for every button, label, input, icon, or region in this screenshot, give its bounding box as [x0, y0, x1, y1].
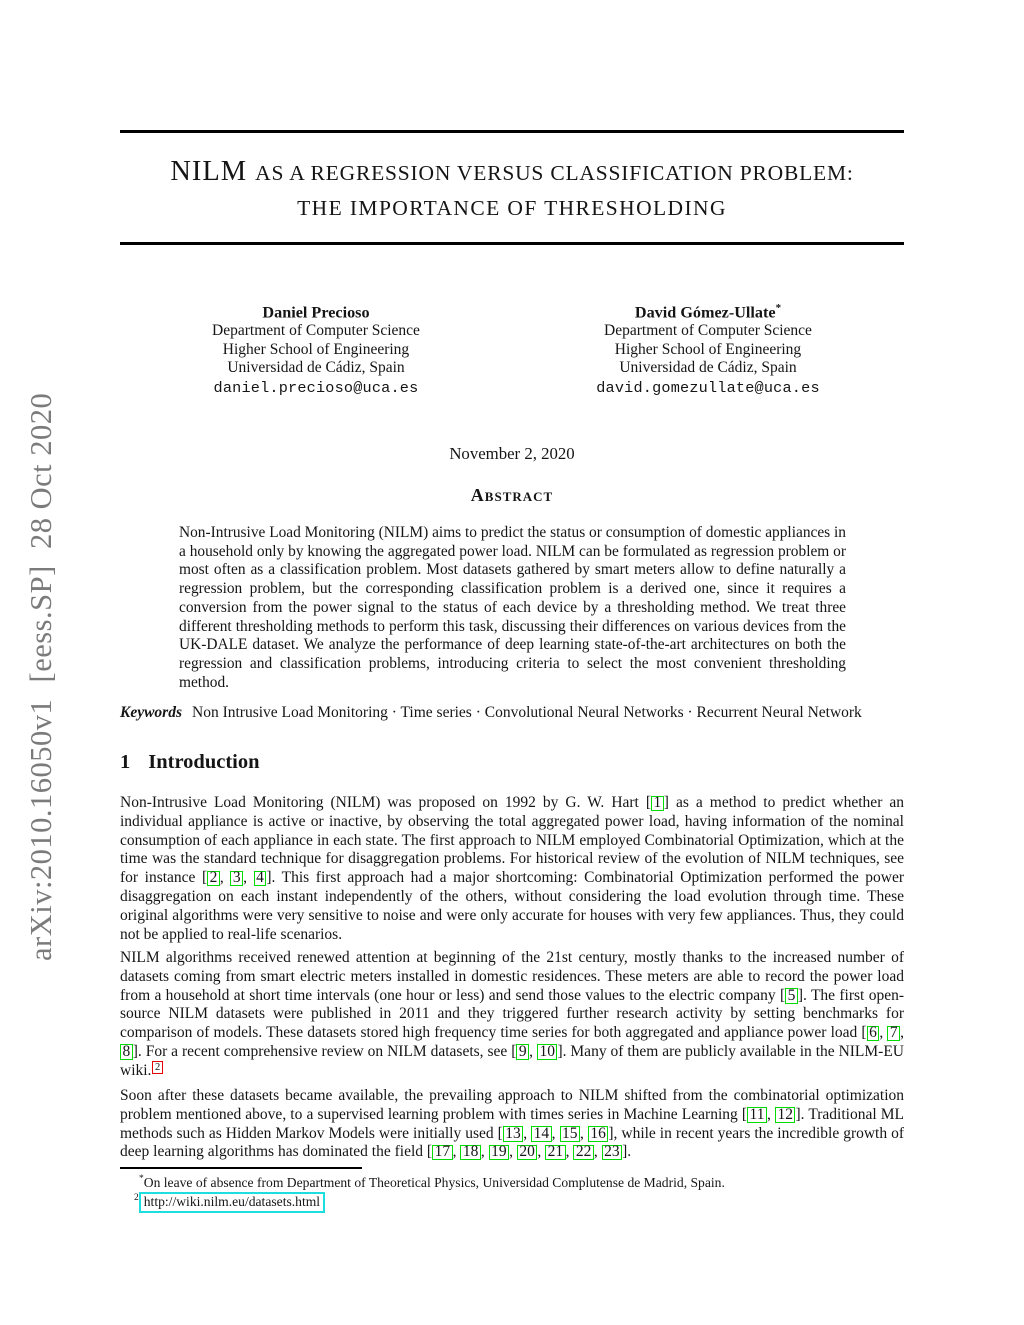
citation-link[interactable]: 3 — [230, 871, 243, 887]
author-david-gomez-ullate — [512, 299, 904, 397]
citation-link[interactable]: 19 — [489, 1145, 510, 1161]
footnote-marker: 2 — [134, 1193, 139, 1203]
author-daniel-precioso — [120, 299, 512, 397]
intro-paragraph-1: Non-Intrusive Load Monitoring (NILM) was proposed on 1992 by G. W. Hart [ 1 ] as a method to predict whether an individual appliance is active or inactive, by observing the total aggregated power load, having information of the nominal consumption of each appliance in each state. The first approach to NILM employed Combinatorial Optimization, which at the time was the standard technique for disaggregation problems. For historical review of the evolution of NILM techniques, see for instance [ 2 , 3 , 4 ]. This first approach had a major shortcoming: Combinatorial Optimization performed the power disaggregation on each instant independently of the others, without considering the load evolution through time. These original algorithms were very sensitive to noise and were only accurate for houses with very few appliances. Thus, they could not be applied to real-life scenarios. — [120, 794, 905, 943]
citation-link[interactable]: 22 — [573, 1145, 594, 1161]
citation-link[interactable]: 15 — [560, 1126, 581, 1142]
keywords-text: Non Intrusive Load Monitoring · Time series · Convolutional Neural Networks · Recurrent Neural Network — [192, 704, 862, 721]
title-line-1 — [62, 156, 962, 188]
intro-paragraph-2: NILM algorithms received renewed attention at beginning of the 21st century, mostly thanks to the increased number of datasets coming from smart electric meters installed in domestic residences. These meters are able to record the power load from a household at short time intervals (one hour or less) and send those values to the electric company [ 5 ]. The first open-source NILM datasets were published in 2011 and they triggered further research activity by setting benchmarks for comparison of models. These datasets stored high frequency time series for both aggregated and appliance power load [ 6 , 7 , 8 ]. For a recent comprehensive review on NILM datasets, see [ 9 , 10 ]. Many of them are publicly available in the NILM-EU wiki. 2 — [120, 949, 905, 1079]
citation-link[interactable]: 9 — [516, 1044, 529, 1060]
citation-link[interactable]: 12 — [775, 1107, 796, 1123]
section-title: Introduction — [148, 751, 260, 773]
abstract-heading: Abstract — [470, 485, 554, 505]
citation-link[interactable]: 4 — [254, 871, 267, 887]
author-school: Higher School of Engineering — [614, 340, 802, 358]
abstract-text: Non-Intrusive Load Monitoring (NILM) aims to predict the status or consumption of domestic appliances in a household only by knowing the aggregated power load. NILM can be formulated as regression problem or most often as a classification problem. Most datasets gathered by smart meters allow to define naturally a regression problem, but the corresponding classification problem is a derived one, since it requires a conversion from the power signal to the status of each device by a thresholding method. We treat three different thresholding methods to perform this task, discussing their differences on various devices from the UK-DALE dataset. We analyze the performance of deep learning state-of-the-art architectures on both the regression and classification problems, introducing criteria to select the most convenient thresholding method. — [179, 524, 846, 691]
section-1-heading — [120, 751, 260, 774]
author-department: Department of Computer Science — [604, 321, 812, 339]
url-link[interactable]: http://wiki.nilm.eu/datasets.html — [139, 1192, 325, 1213]
citation-link[interactable]: 20 — [517, 1145, 538, 1161]
author-affiliation-marker: * — [775, 302, 782, 314]
keywords-label: Keywords — [120, 704, 182, 721]
footnote-affiliation: *On leave of absence from Department of Theoretical Physics, Universidad Complutense de Madrid, Spain. — [139, 1174, 725, 1190]
citation-link[interactable]: 18 — [460, 1145, 481, 1161]
citation-link[interactable]: 5 — [785, 988, 798, 1004]
authors-block — [120, 299, 904, 397]
citation-link[interactable]: 17 — [432, 1145, 453, 1161]
citation-link[interactable]: 14 — [531, 1126, 552, 1142]
citation-link[interactable]: 11 — [747, 1107, 767, 1123]
footnote-marker: * — [139, 1174, 144, 1184]
citation-link[interactable]: 21 — [545, 1145, 566, 1161]
arxiv-watermark: arXiv:2010.16050v1 [eess.SP] 28 Oct 2020 — [24, 392, 58, 961]
title-text-nilm: NILM — [170, 156, 248, 187]
title-line2-text: THE IMPORTANCE OF THRESHOLDING — [297, 196, 727, 220]
citation-link[interactable]: 6 — [867, 1026, 880, 1042]
author-school: Higher School of Engineering — [222, 340, 410, 358]
keywords-line — [120, 704, 912, 722]
author-university: Universidad de Cádiz, Spain — [227, 359, 405, 377]
author-department: Department of Computer Science — [212, 321, 420, 339]
author-name: David Gómez-Ullate* — [634, 302, 782, 322]
citation-link[interactable]: 10 — [537, 1044, 558, 1060]
author-name: Daniel Precioso — [262, 303, 370, 322]
section-number: 1 — [120, 751, 131, 773]
title-line1-text: AS A REGRESSION VERSUS CLASSIFICATION PROBLEM: — [255, 161, 854, 185]
footnote-dataset-url — [120, 1192, 904, 1213]
citation-link[interactable]: 13 — [503, 1126, 524, 1142]
author-email: daniel.precioso@uca.es — [213, 378, 419, 397]
author-email: david.gomezullate@uca.es — [596, 378, 820, 397]
footnote-rule — [120, 1167, 362, 1169]
intro-paragraph-3: Soon after these datasets became available, the prevailing approach to NILM shifted from the combinatorial optimization problem mentioned above, to a supervised learning problem with times series in Machine Learning [ 11 , 12 ]. Traditional ML methods such as Hidden Markov Models were initially used [ 13 , 14 , 15 , 16 ], while in recent years the incredible growth of deep learning algorithms has dominated the field [ 17 , 18 , 19 , 20 , 21 , 22 , 23 ]. — [120, 1087, 905, 1161]
paper-date: November 2, 2020 — [449, 444, 575, 463]
citation-link[interactable]: 8 — [120, 1044, 133, 1060]
footnote-ref-link[interactable]: 2 — [152, 1061, 162, 1074]
citation-link[interactable]: 2 — [207, 871, 220, 887]
title-rule-top — [120, 130, 904, 133]
paper-title — [62, 156, 962, 221]
title-rule-bottom — [120, 242, 904, 245]
citation-link[interactable]: 23 — [602, 1145, 623, 1161]
citation-link[interactable]: 7 — [887, 1026, 900, 1042]
citation-link[interactable]: 16 — [588, 1126, 609, 1142]
author-university: Universidad de Cádiz, Spain — [619, 359, 797, 377]
citation-link[interactable]: 1 — [651, 796, 664, 812]
